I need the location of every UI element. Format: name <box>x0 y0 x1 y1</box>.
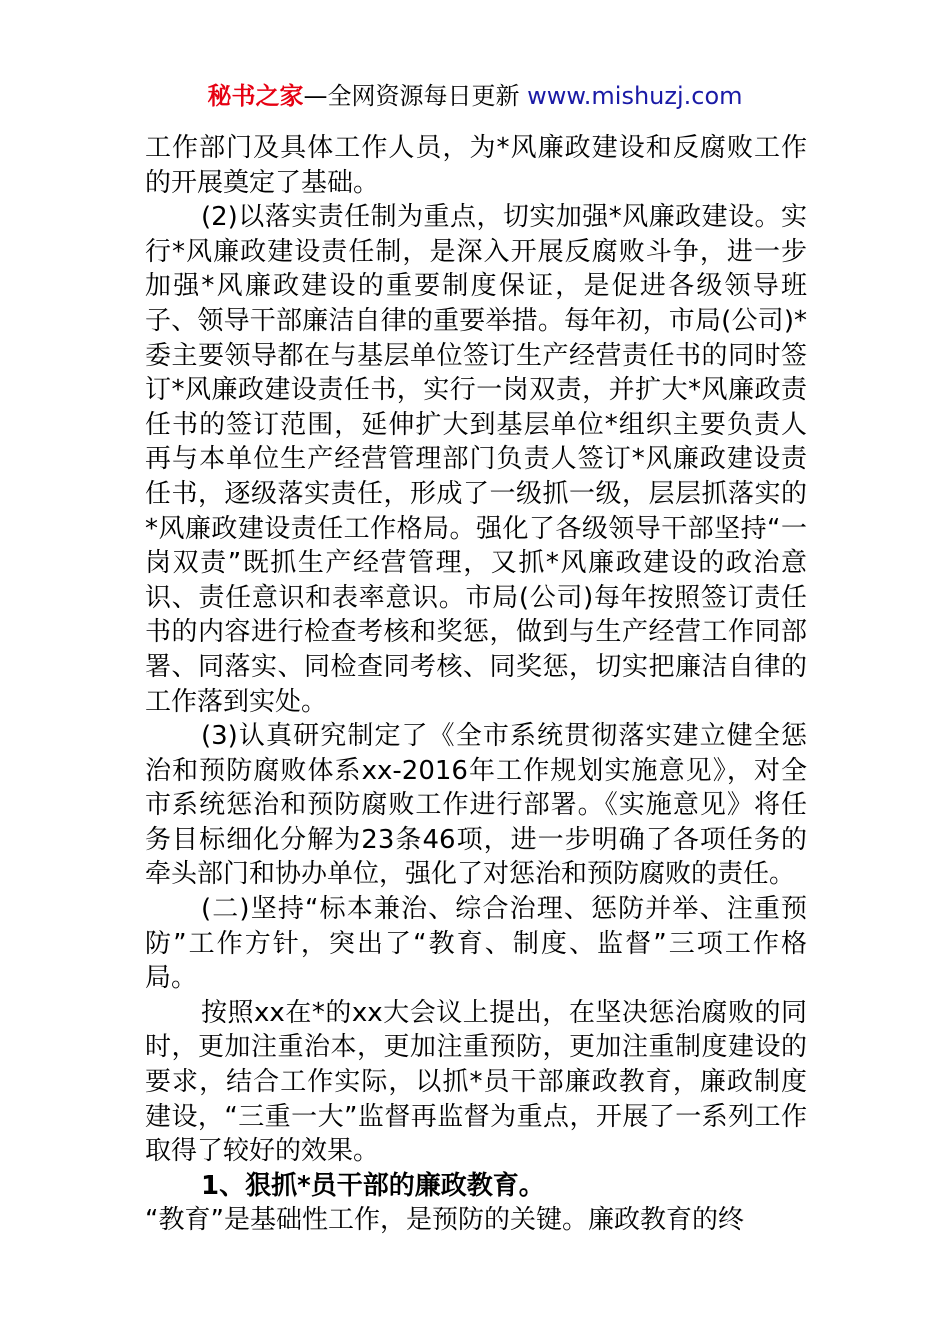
header-tagline: —全网资源每日更新 <box>303 82 528 110</box>
document-body <box>145 131 807 1238</box>
header-url-link[interactable]: www.mishuzj.com <box>527 82 743 110</box>
page-header <box>0 80 950 112</box>
header-brand: 秘书之家 <box>207 82 304 110</box>
paragraph-1: 工作部门及具体工作人员，为*风廉政建设和反腐败工作的开展奠定了基础。 <box>145 133 807 198</box>
paragraph-7: “教育”是基础性工作，是预防的关键。廉政教育的终 <box>145 1205 744 1236</box>
section-heading: 1、狠抓*员干部的廉政教育。 <box>201 1170 545 1201</box>
paragraph-4: (二)坚持“标本兼治、综合治理、惩防并举、注重预防”工作方针，突出了“教育、制度、监督”三项工作格局。 <box>145 894 807 994</box>
paragraph-2: (2)以落实责任制为重点，切实加强*风廉政建设。实行*风廉政建设责任制，是深入开展反腐败斗争，进一步加强*风廉政建设的重要制度保证，是促进各级领导班子、领导干部廉洁自律的重要举措。每年初，市局(公司)*委主要领导都在与基层单位签订生产经营责任书的同时签订*风廉政建设责任书，实行一岗双责，并扩大*风廉政责任书的签订范围，延伸扩大到基层单位*组织主要负责人再与本单位生产经营管理部门负责人签订*风廉政建设责任书，逐级落实责任，形成了一级抓一级，层层抓落实的*风廉政建设责任工作格局。强化了各级领导干部坚持“一岗双责”既抓生产经营管理，又抓*风廉政建设的政治意识、责任意识和表率意识。市局(公司)每年按照签订责任书的内容进行检查考核和奖惩，做到与生产经营工作同部署、同落实、同检查同考核、同奖惩，切实把廉洁自律的工作落到实处。 <box>145 202 807 717</box>
paragraph-3: (3)认真研究制定了《全市系统贯彻落实建立健全惩治和预防腐败体系xx-2016年工作规划实施意见》，对全市系统惩治和预防腐败工作进行部署。《实施意见》将任务目标细化分解为23条46项，进一步明确了各项任务的牵头部门和协办单位，强化了对惩治和预防腐败的责任。 <box>145 721 807 890</box>
paragraph-5: 按照xx在*的xx大会议上提出，在坚决惩治腐败的同时，更加注重治本，更加注重预防，更加注重制度建设的要求，结合工作实际，以抓*员干部廉政教育，廉政制度建设，“三重一大”监督再监督为重点，开展了一系列工作取得了较好的效果。 <box>145 997 807 1167</box>
